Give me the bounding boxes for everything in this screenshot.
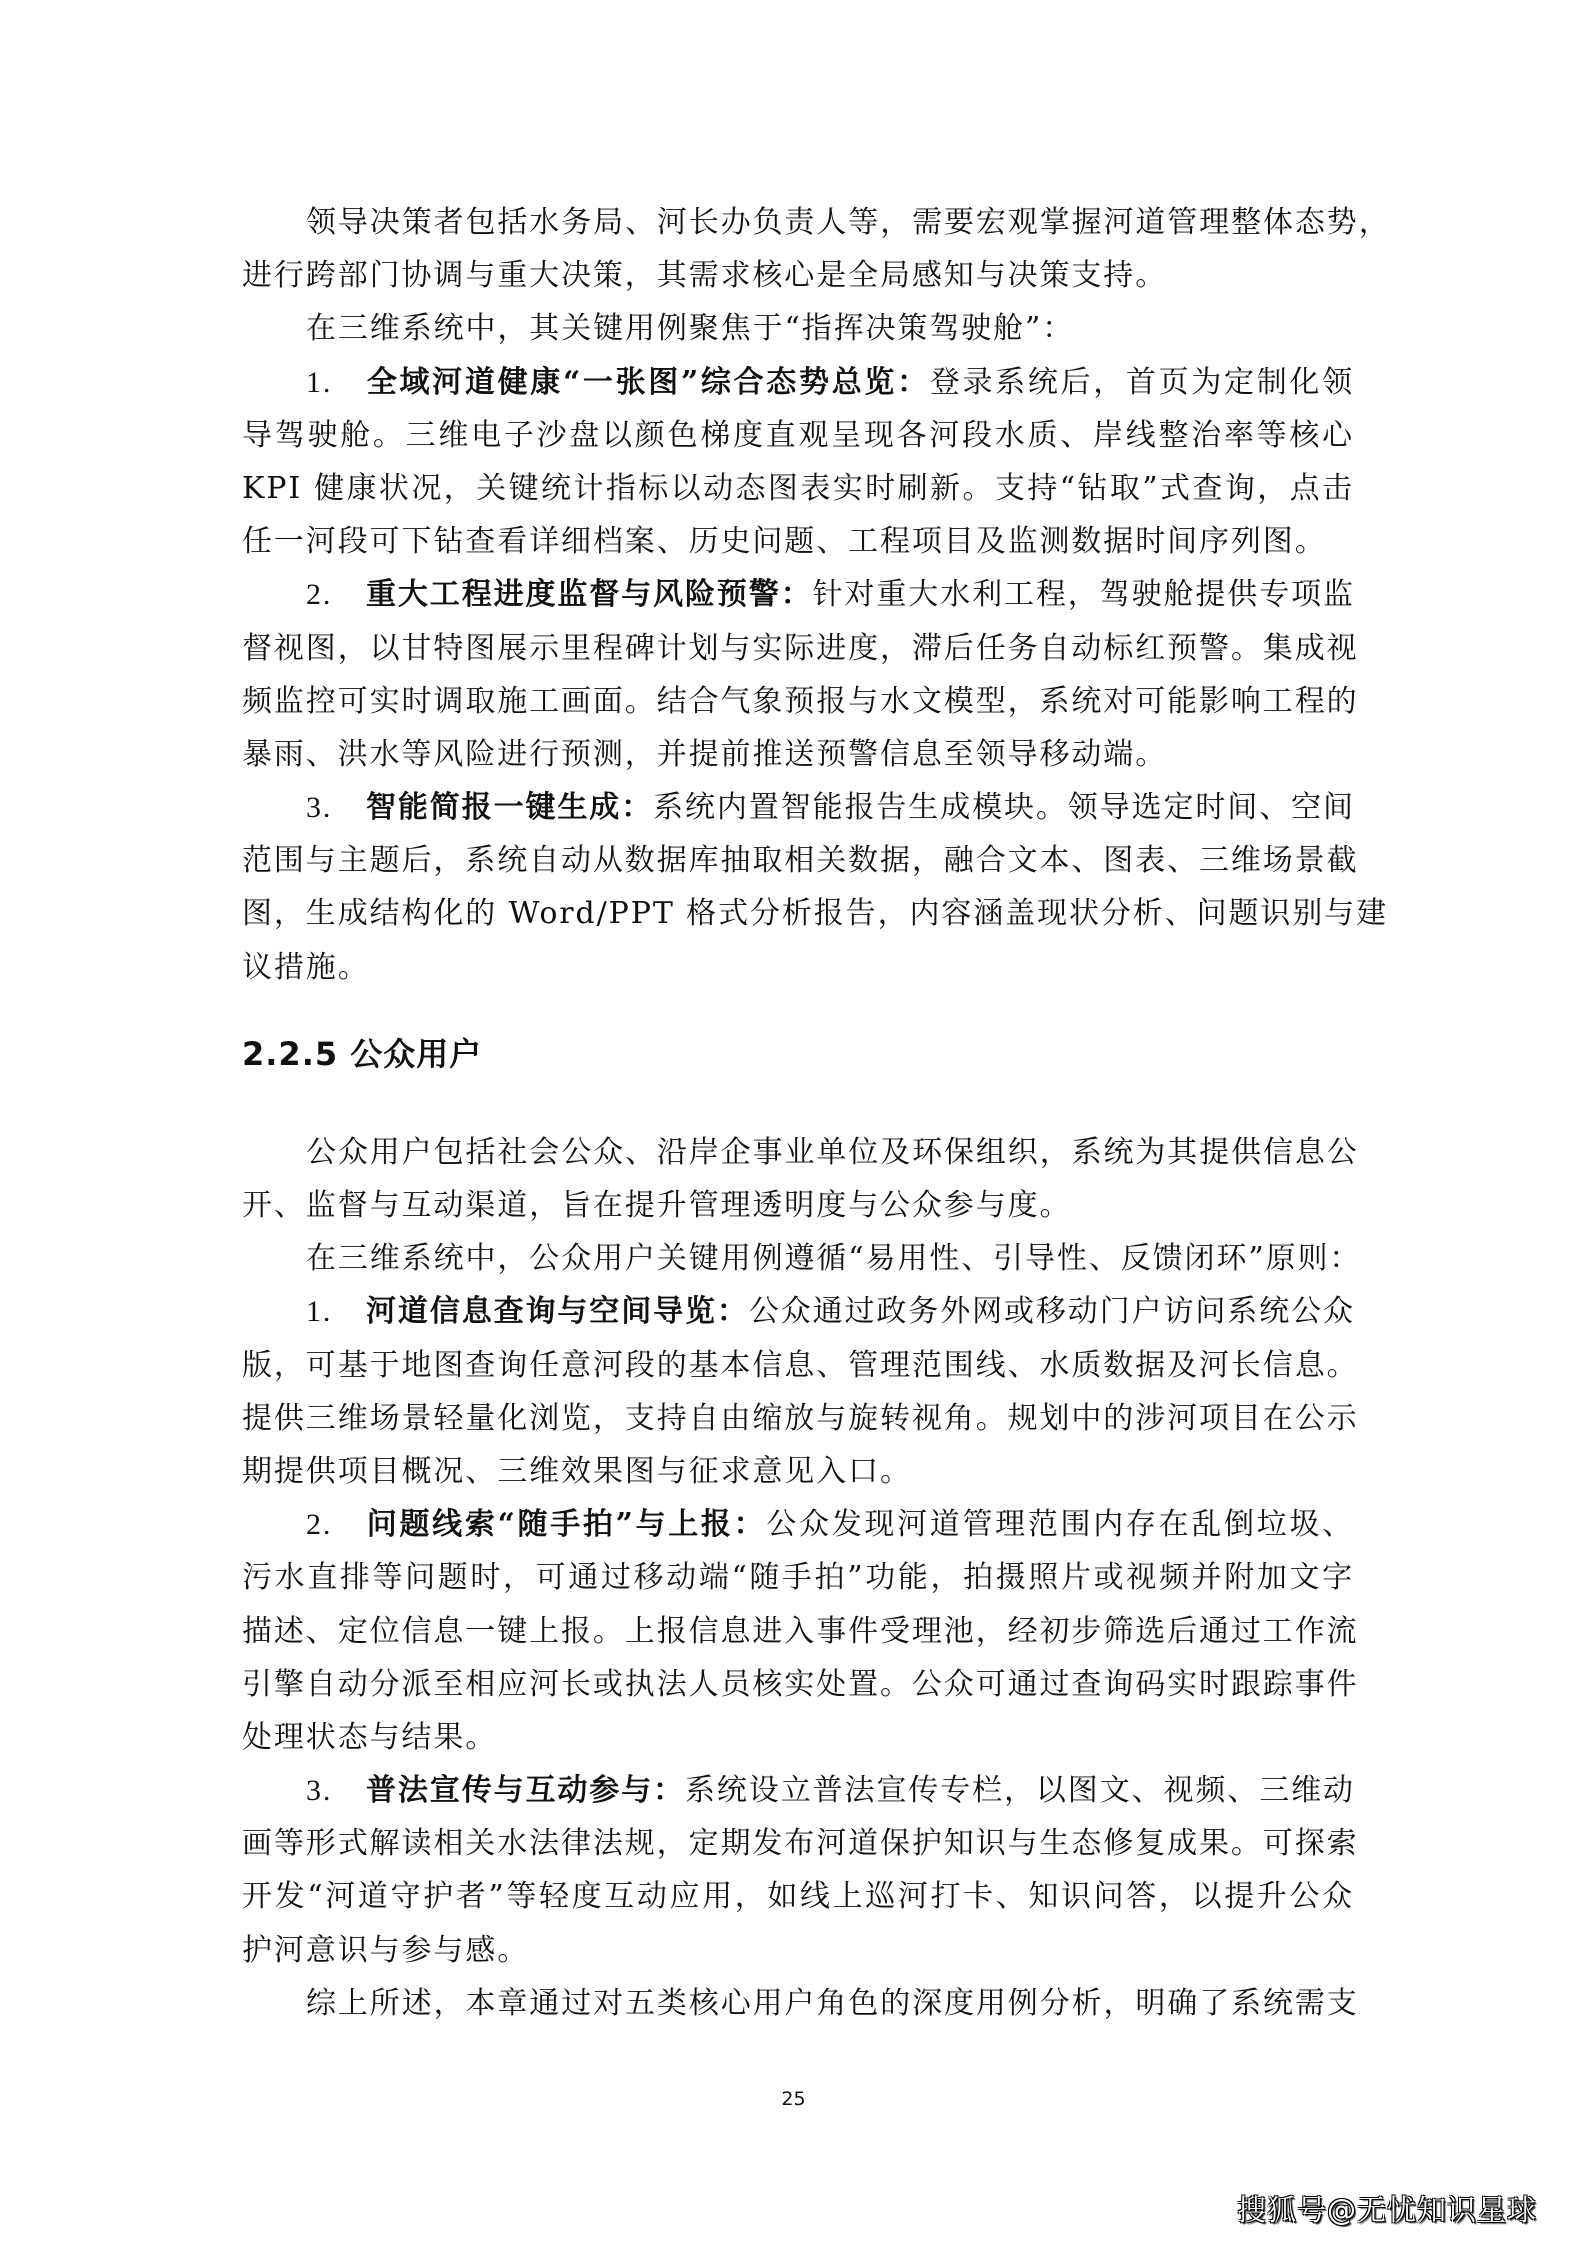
page-number: 25 bbox=[781, 2088, 806, 2110]
text-line: 进行跨部门协调与重大决策，其需求核心是全局感知与决策支持。 bbox=[242, 258, 1168, 294]
list-item-title: 重大工程进度监督与风险预警： bbox=[366, 577, 813, 613]
list-number: 1. bbox=[306, 1295, 333, 1329]
leader-item-2 bbox=[242, 568, 1359, 781]
list-item-first-line bbox=[242, 1285, 1354, 1338]
text-line: 期提供项目概况、三维效果图与征求意见入口。 bbox=[242, 1453, 912, 1489]
public-usecase-intro bbox=[242, 1232, 1362, 1285]
list-item-title: 问题线索“随手拍”与上报： bbox=[366, 1507, 767, 1543]
public-intro-paragraph bbox=[242, 1126, 1359, 1232]
list-item-text: 系统设立普法宣传专栏，以图文、视频、三维动 bbox=[685, 1773, 1355, 1809]
text-line: 在三维系统中，其关键用例聚焦于“指挥决策驾驶舱”： bbox=[306, 311, 1075, 347]
leader-item-1 bbox=[242, 356, 1354, 569]
leader-intro-paragraph bbox=[242, 196, 1391, 302]
text-line: 描述、定位信息一键上报。上报信息进入事件受理池，经初步筛选后通过工作流 bbox=[242, 1613, 1359, 1649]
leader-usecase-intro bbox=[242, 302, 1354, 355]
list-item-first-line bbox=[242, 781, 1354, 834]
list-item-text: 公众通过政务外网或移动门户访问系统公众 bbox=[748, 1294, 1355, 1330]
list-item-text: 登录系统后，首页为定制化领 bbox=[929, 364, 1354, 400]
text-line: 处理状态与结果。 bbox=[242, 1719, 498, 1755]
leader-item-3 bbox=[242, 781, 1388, 994]
text-line: 导驾驶舱。三维电子沙盘以颜色梯度直观呈现各河段水质、岸线整治率等核心 bbox=[242, 417, 1354, 453]
text-line: 公众用户包括社会公众、沿岸企事业单位及环保组织，系统为其提供信息公 bbox=[306, 1134, 1359, 1170]
list-item-text: 公众发现河道管理范围内存在乱倒垃圾、 bbox=[766, 1507, 1354, 1543]
text-line: 频监控可实时调取施工画面。结合气象预报与水文模型，系统对可能影响工程的 bbox=[242, 683, 1359, 719]
text-line: 图，生成结构化的 Word/PPT 格式分析报告，内容涵盖现状分析、问题识别与建 bbox=[242, 896, 1388, 932]
text-line: 护河意识与参与感。 bbox=[242, 1932, 530, 1968]
list-item-first-line bbox=[242, 568, 1354, 621]
list-item-text: 针对重大水利工程，驾驶舱提供专项监 bbox=[812, 577, 1355, 613]
text-line: 开、监督与互动渠道，旨在提升管理透明度与公众参与度。 bbox=[242, 1188, 1072, 1223]
text-line: 任一河段可下钻查看详细档案、历史问题、工程项目及监测数据时间序列图。 bbox=[242, 524, 1327, 560]
list-number: 3. bbox=[306, 791, 333, 825]
text-line: 范围与主题后，系统自动从数据库抽取相关数据，融合文本、图表、三维场景截 bbox=[242, 843, 1359, 879]
text-line: 暴雨、洪水等风险进行预测，并提前推送预警信息至领导移动端。 bbox=[242, 736, 1168, 772]
text-line: 督视图，以甘特图展示里程碑计划与实际进度，滞后任务自动标红预警。集成视 bbox=[242, 630, 1359, 666]
list-item-title: 全域河道健康“一张图”综合态势总览： bbox=[366, 364, 930, 400]
list-item-first-line bbox=[242, 356, 1354, 409]
text-line: 引擎自动分派至相应河长或执法人员核实处置。公众可通过查询码实时跟踪事件 bbox=[242, 1666, 1359, 1702]
list-item-first-line bbox=[242, 1498, 1354, 1551]
text-line: 领导决策者包括水务局、河长办负责人等，需要宏观掌握河道管理整体态势， bbox=[306, 205, 1391, 240]
list-number: 2. bbox=[306, 1508, 333, 1542]
text-line: 版，可基于地图查询任意河段的基本信息、管理范围线、水质数据及河长信息。 bbox=[242, 1347, 1359, 1383]
text-line: KPI 健康状况，关键统计指标以动态图表实时刷新。支持“钻取”式查询，点击 bbox=[242, 470, 1354, 506]
text-line: 综上所述，本章通过对五类核心用户角色的深度用例分析，明确了系统需支 bbox=[306, 1985, 1359, 2021]
text-line: 污水直排等问题时，可通过移动端“随手拍”功能，拍摄照片或视频并附加文字 bbox=[242, 1560, 1354, 1596]
public-item-1 bbox=[242, 1285, 1359, 1498]
text-line: 画等形式解读相关水法律法规，定期发布河道保护知识与生态修复成果。可探索 bbox=[242, 1826, 1359, 1862]
list-number: 1. bbox=[306, 365, 333, 399]
text-line: 开发“河道守护者”等轻度互动应用，如线上巡河打卡、知识问答，以提升公众 bbox=[242, 1879, 1354, 1915]
list-item-title: 河道信息查询与空间导览： bbox=[366, 1294, 749, 1330]
list-item-first-line bbox=[242, 1764, 1354, 1817]
watermark-text: 搜狐号@无忧知识星球 bbox=[1237, 2193, 1538, 2227]
list-number: 2. bbox=[306, 578, 333, 612]
list-item-title: 普法宣传与互动参与： bbox=[366, 1773, 685, 1809]
text-line: 提供三维场景轻量化浏览，支持自由缩放与旋转视角。规划中的涉河项目在公示 bbox=[242, 1400, 1359, 1436]
list-number: 3. bbox=[306, 1774, 333, 1808]
list-item-title: 智能简报一键生成： bbox=[366, 790, 654, 826]
page-content bbox=[242, 196, 1391, 2030]
text-line: 议措施。 bbox=[242, 949, 370, 985]
summary-paragraph bbox=[242, 1977, 1359, 2030]
public-item-2 bbox=[242, 1498, 1359, 1764]
text-line: 在三维系统中，公众用户关键用例遵循“易用性、引导性、反馈闭环”原则： bbox=[306, 1241, 1362, 1277]
public-item-3 bbox=[242, 1764, 1359, 1977]
list-item-text: 系统内置智能报告生成模块。领导选定时间、空间 bbox=[653, 790, 1355, 826]
section-heading: 2.2.5 公众用户 bbox=[242, 1034, 483, 1073]
